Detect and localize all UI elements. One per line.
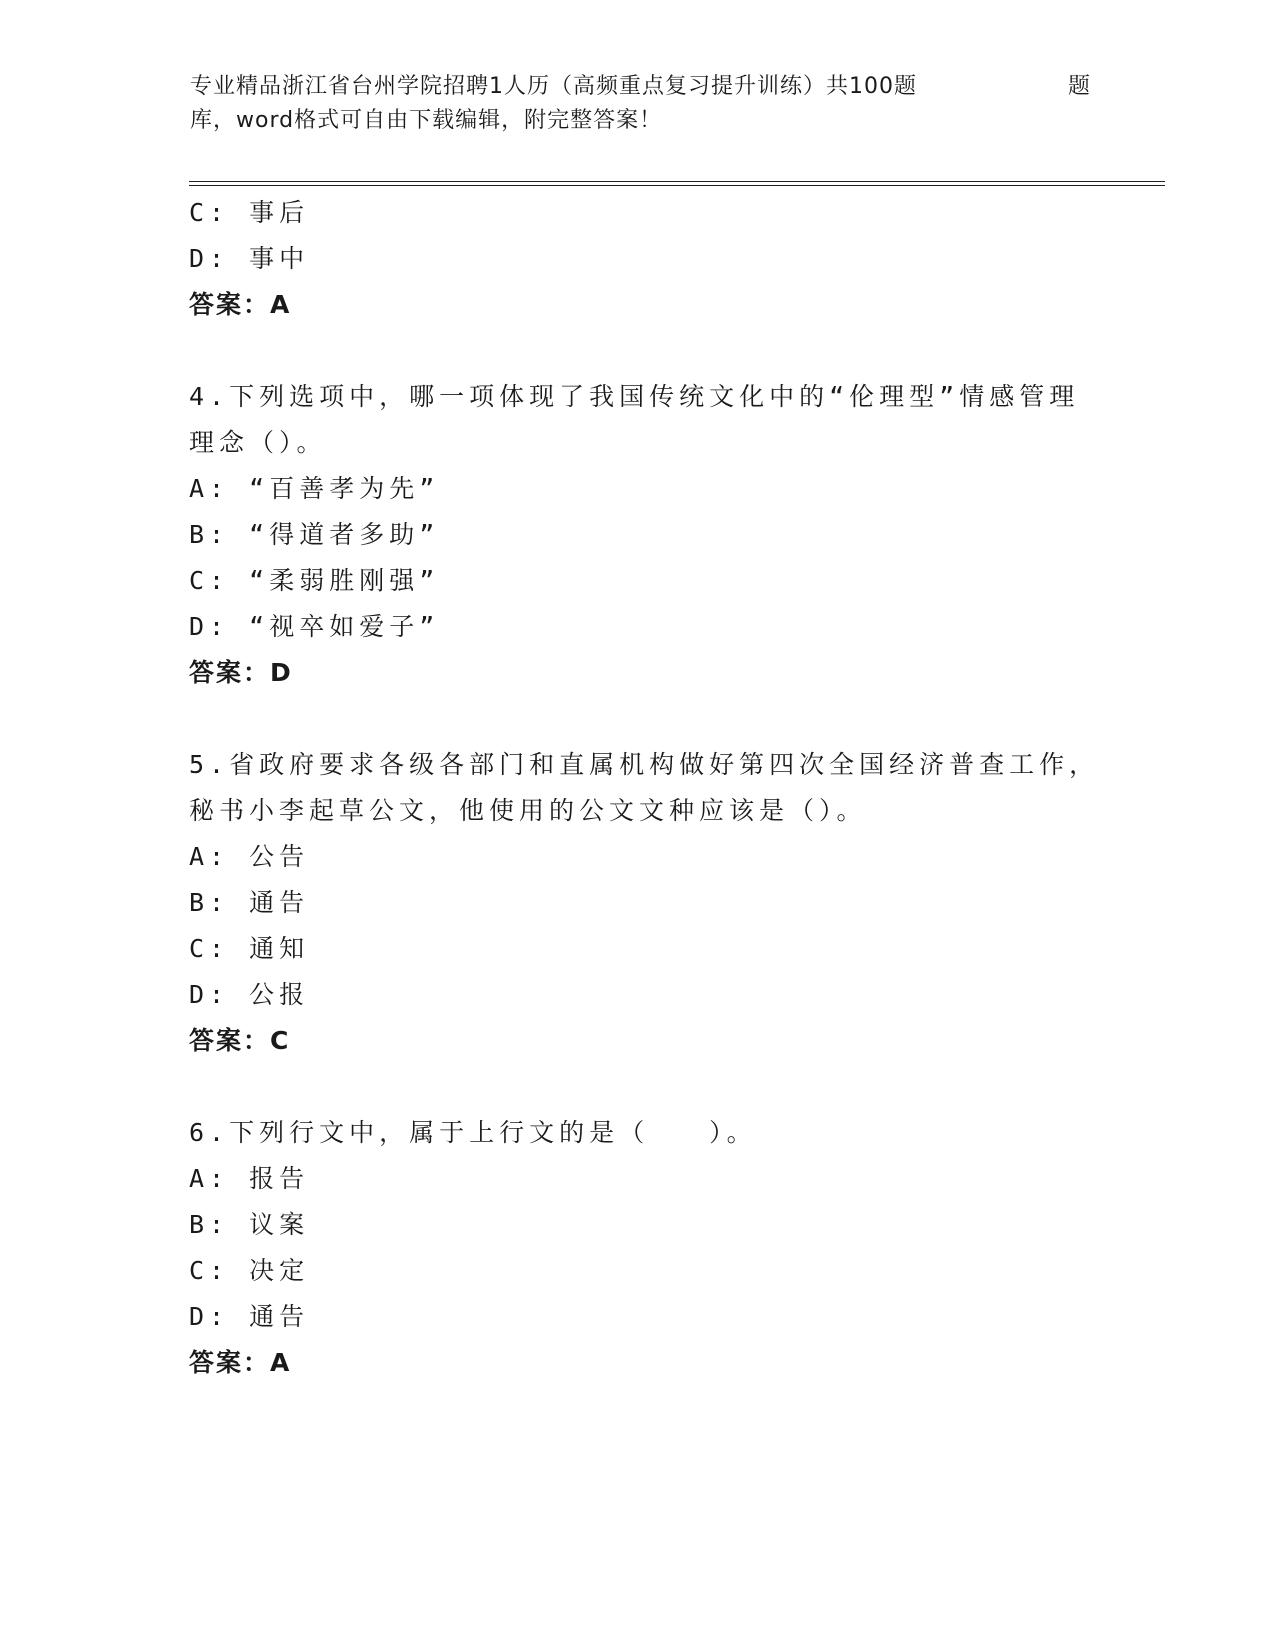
question-4 xyxy=(189,374,1119,696)
header-line-2: 库，word格式可自由下载编辑，附完整答案！ xyxy=(190,108,663,133)
option-b: B: 通告 xyxy=(189,888,310,917)
header-title-tail: 题 xyxy=(1068,74,1092,99)
option-c: C: 通知 xyxy=(189,934,310,963)
question-stem: 5.省政府要求各级各部门和直属机构做好第四次全国经济普查工作， xyxy=(189,750,1100,779)
option-b: B: 议案 xyxy=(189,1210,310,1239)
question-list xyxy=(189,190,1119,1386)
page-header xyxy=(190,70,1090,138)
answer-line: 答案：A xyxy=(189,290,292,319)
answer-line: 答案：C xyxy=(189,1026,291,1055)
question-stem: 6.下列行文中，属于上行文的是（ ）。 xyxy=(189,1118,757,1147)
option-d: D: 通告 xyxy=(189,1302,310,1331)
header-divider-bottom xyxy=(189,185,1165,186)
option-a: A: 公告 xyxy=(189,842,310,871)
option-c: C: “柔弱胜刚强” xyxy=(189,566,440,595)
question-stem: 4.下列选项中，哪一项体现了我国传统文化中的“伦理型”情感管理 xyxy=(189,382,1080,411)
option-a: A: 报告 xyxy=(189,1164,310,1193)
option-c: C: 事后 xyxy=(189,198,310,227)
option-b: B: “得道者多助” xyxy=(189,520,440,549)
question-stem-continued: 理念（）。 xyxy=(189,428,327,457)
answer-line: 答案：A xyxy=(189,1348,292,1377)
question-3-tail xyxy=(189,190,1119,328)
option-d: D: 事中 xyxy=(189,244,310,273)
option-c: C: 决定 xyxy=(189,1256,310,1285)
header-divider-top xyxy=(189,181,1165,182)
option-d: D: 公报 xyxy=(189,980,310,1009)
spacer xyxy=(189,696,1119,742)
spacer xyxy=(189,1064,1119,1110)
question-6 xyxy=(189,1110,1119,1386)
option-d: D: “视卒如爱子” xyxy=(189,612,440,641)
option-a: A: “百善孝为先” xyxy=(189,474,440,503)
header-line-1 xyxy=(190,70,1090,104)
header-title-text: 专业精品浙江省台州学院招聘1人历（高频重点复习提升训练）共100题 xyxy=(190,74,917,99)
answer-line: 答案：D xyxy=(189,658,293,687)
question-stem-continued: 秘书小李起草公文，他使用的公文文种应该是（）。 xyxy=(189,796,867,825)
spacer xyxy=(189,328,1119,374)
question-5 xyxy=(189,742,1119,1064)
